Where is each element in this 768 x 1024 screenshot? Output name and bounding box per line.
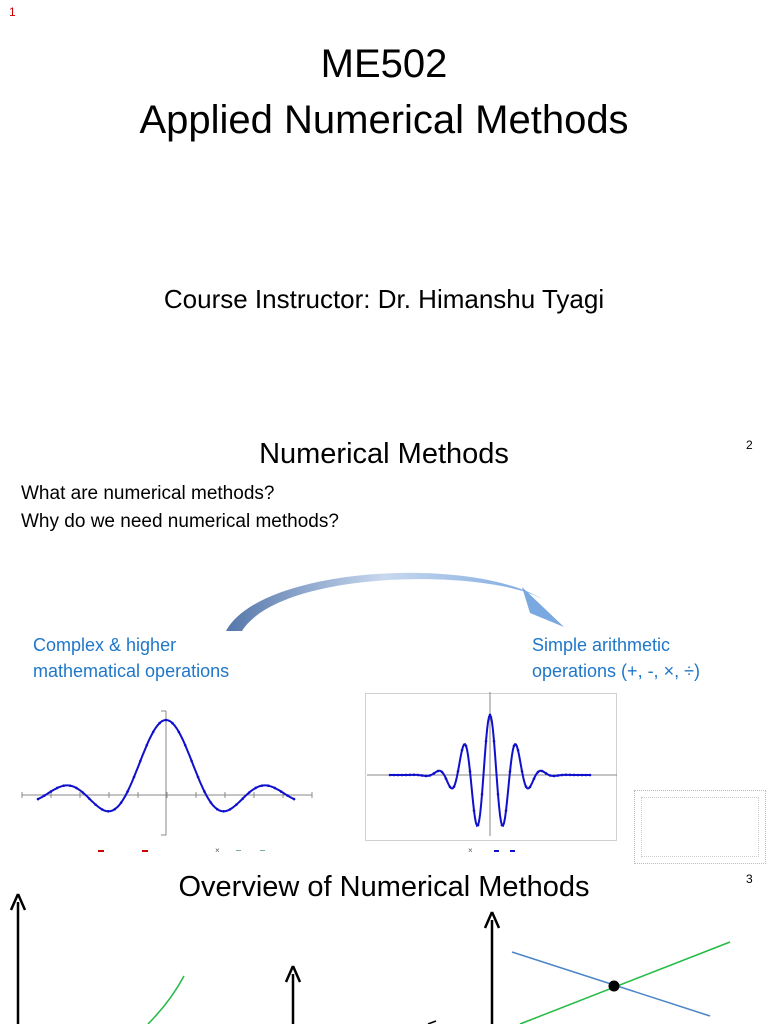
left-curve-dot — [171, 722, 174, 725]
right-curve-dot — [413, 774, 416, 777]
left-curve-dot — [222, 810, 225, 813]
right-curve-dot — [485, 740, 488, 743]
right-curve-dot — [481, 793, 484, 796]
right-curve-dot — [557, 774, 560, 777]
left-curve-dot — [114, 808, 117, 811]
right-curve-dot — [449, 786, 452, 789]
left-plot-mark — [236, 850, 241, 851]
question-why: Why do we need numerical methods? — [21, 511, 339, 532]
left-curve-dot — [126, 790, 129, 793]
slide-number-3: 3 — [746, 872, 753, 886]
right-curve-dot — [589, 774, 592, 777]
left-plot-x-mark: × — [215, 846, 220, 855]
left-curve-dot — [254, 787, 257, 790]
right-curve-dot — [429, 774, 432, 777]
left-plot-red-mark — [98, 850, 104, 852]
right-curve-dot — [489, 714, 492, 717]
right-curve-dot — [585, 774, 588, 777]
right-curve-dot — [521, 770, 524, 773]
left-curve-dot — [210, 801, 213, 804]
left-curve-dot — [261, 784, 264, 787]
right-curve-dot — [509, 770, 512, 773]
right-curve-dot — [433, 772, 436, 775]
oscillating-function-plot — [365, 690, 620, 840]
right-curve-dot — [445, 777, 448, 780]
right-plot-mark — [494, 850, 499, 852]
right-curve-dot — [505, 809, 508, 812]
left-curve-dot — [107, 810, 110, 813]
right-curve-dot — [561, 774, 564, 777]
right-curve-dot — [581, 774, 584, 777]
left-curve-dot — [94, 803, 97, 806]
right-curve-dot — [417, 774, 420, 777]
slide-2-title: Numerical Methods — [259, 438, 509, 470]
right-curve-dot — [465, 744, 468, 747]
right-curve-dot — [501, 824, 504, 827]
left-curve-dot — [203, 790, 206, 793]
right-curve-dot — [549, 774, 552, 777]
right-curve-dot — [397, 774, 400, 777]
right-curve-dot — [513, 744, 516, 747]
left-curve-dot — [88, 797, 91, 800]
left-curve-dot — [197, 776, 200, 779]
right-curve-dot — [529, 786, 532, 789]
right-curve-dot — [517, 749, 520, 752]
slide-3-graphics — [0, 890, 768, 1024]
left-curve-dot — [267, 784, 270, 787]
course-instructor: Course Instructor: Dr. Himanshu Tyagi — [163, 284, 605, 314]
right-curve-dot — [573, 774, 576, 777]
right-curve-dot — [453, 785, 456, 788]
left-curve-dot — [178, 731, 181, 734]
right-curve-dot — [533, 777, 536, 780]
left-curve-dot — [293, 798, 296, 801]
question-what: What are numerical methods? — [21, 483, 275, 504]
left-curve-dot — [158, 722, 161, 725]
right-curve-dot — [493, 740, 496, 743]
slide-3-title: Overview of Numerical Methods — [178, 871, 590, 903]
curved-arrow-icon — [220, 565, 570, 635]
dotted-placeholder-box — [634, 790, 766, 864]
right-curve-dot — [537, 771, 540, 774]
left-curve-dot — [50, 790, 53, 793]
smooth-function-plot — [20, 705, 315, 855]
right-plot-x-mark: × — [468, 846, 473, 855]
right-curve-dot — [389, 774, 392, 777]
left-curve-dot — [75, 787, 78, 790]
right-curve-dot — [409, 774, 412, 777]
left-curve-dot — [82, 791, 85, 794]
right-curve-dot — [405, 774, 408, 777]
left-curve-dot — [242, 797, 245, 800]
slide-number-2: 2 — [746, 438, 753, 452]
left-curve-dot — [274, 787, 277, 790]
left-curve-dot — [43, 794, 46, 797]
left-curve-dot — [101, 808, 104, 811]
left-curve-dot — [56, 787, 59, 790]
course-code-title: ME502 — [320, 42, 448, 86]
left-curve-dot — [165, 719, 168, 722]
left-curve-dot — [280, 790, 283, 793]
slide-number-1: 1 — [9, 5, 16, 19]
right-curve-dot — [461, 749, 464, 752]
left-plot-red-mark — [142, 850, 148, 852]
right-curve-dot — [393, 774, 396, 777]
left-curve-dot — [216, 808, 219, 811]
complex-operations-label-line2: mathematical operations — [33, 661, 230, 681]
right-plot-mark — [510, 850, 515, 852]
right-curve-dot — [497, 793, 500, 796]
right-curve-dot — [401, 774, 404, 777]
right-curve-dot — [565, 774, 568, 777]
left-curve-dot — [37, 798, 40, 801]
left-plot-mark — [260, 850, 265, 851]
left-curve-dot — [146, 744, 149, 747]
right-curve-dot — [545, 772, 548, 775]
left-curve-dot — [286, 794, 289, 797]
complex-operations-label-line1: Complex & higher — [33, 635, 177, 655]
right-curve-dot — [457, 770, 460, 773]
right-curve-dot — [421, 774, 424, 777]
left-curve-dot — [190, 760, 193, 763]
simple-operations-label-line2: operations (+, -, ×, ÷) — [532, 661, 700, 681]
left-curve-dot — [229, 808, 232, 811]
right-curve-dot — [441, 771, 444, 774]
right-curve-dot — [541, 770, 544, 773]
right-curve-dot — [473, 809, 476, 812]
simple-operations-label-line1: Simple arithmetic — [532, 635, 671, 655]
left-curve-dot — [133, 776, 136, 779]
right-curve-dot — [553, 775, 556, 778]
right-curve-dot — [577, 774, 580, 777]
course-name-title: Applied Numerical Methods — [139, 98, 629, 142]
right-curve-dot — [469, 770, 472, 773]
right-curve-dot — [425, 775, 428, 778]
left-curve-dot — [235, 803, 238, 806]
right-curve-dot — [569, 774, 572, 777]
right-curve-dot — [525, 785, 528, 788]
left-curve-dot — [139, 760, 142, 763]
left-curve-dot — [184, 744, 187, 747]
right-curve-dot — [477, 824, 480, 827]
left-curve-dot — [120, 801, 123, 804]
left-curve-dot — [248, 791, 251, 794]
left-curve-dot — [152, 731, 155, 734]
left-curve-dot — [69, 784, 72, 787]
left-curve-dot — [62, 784, 65, 787]
right-curve-dot — [437, 770, 440, 773]
